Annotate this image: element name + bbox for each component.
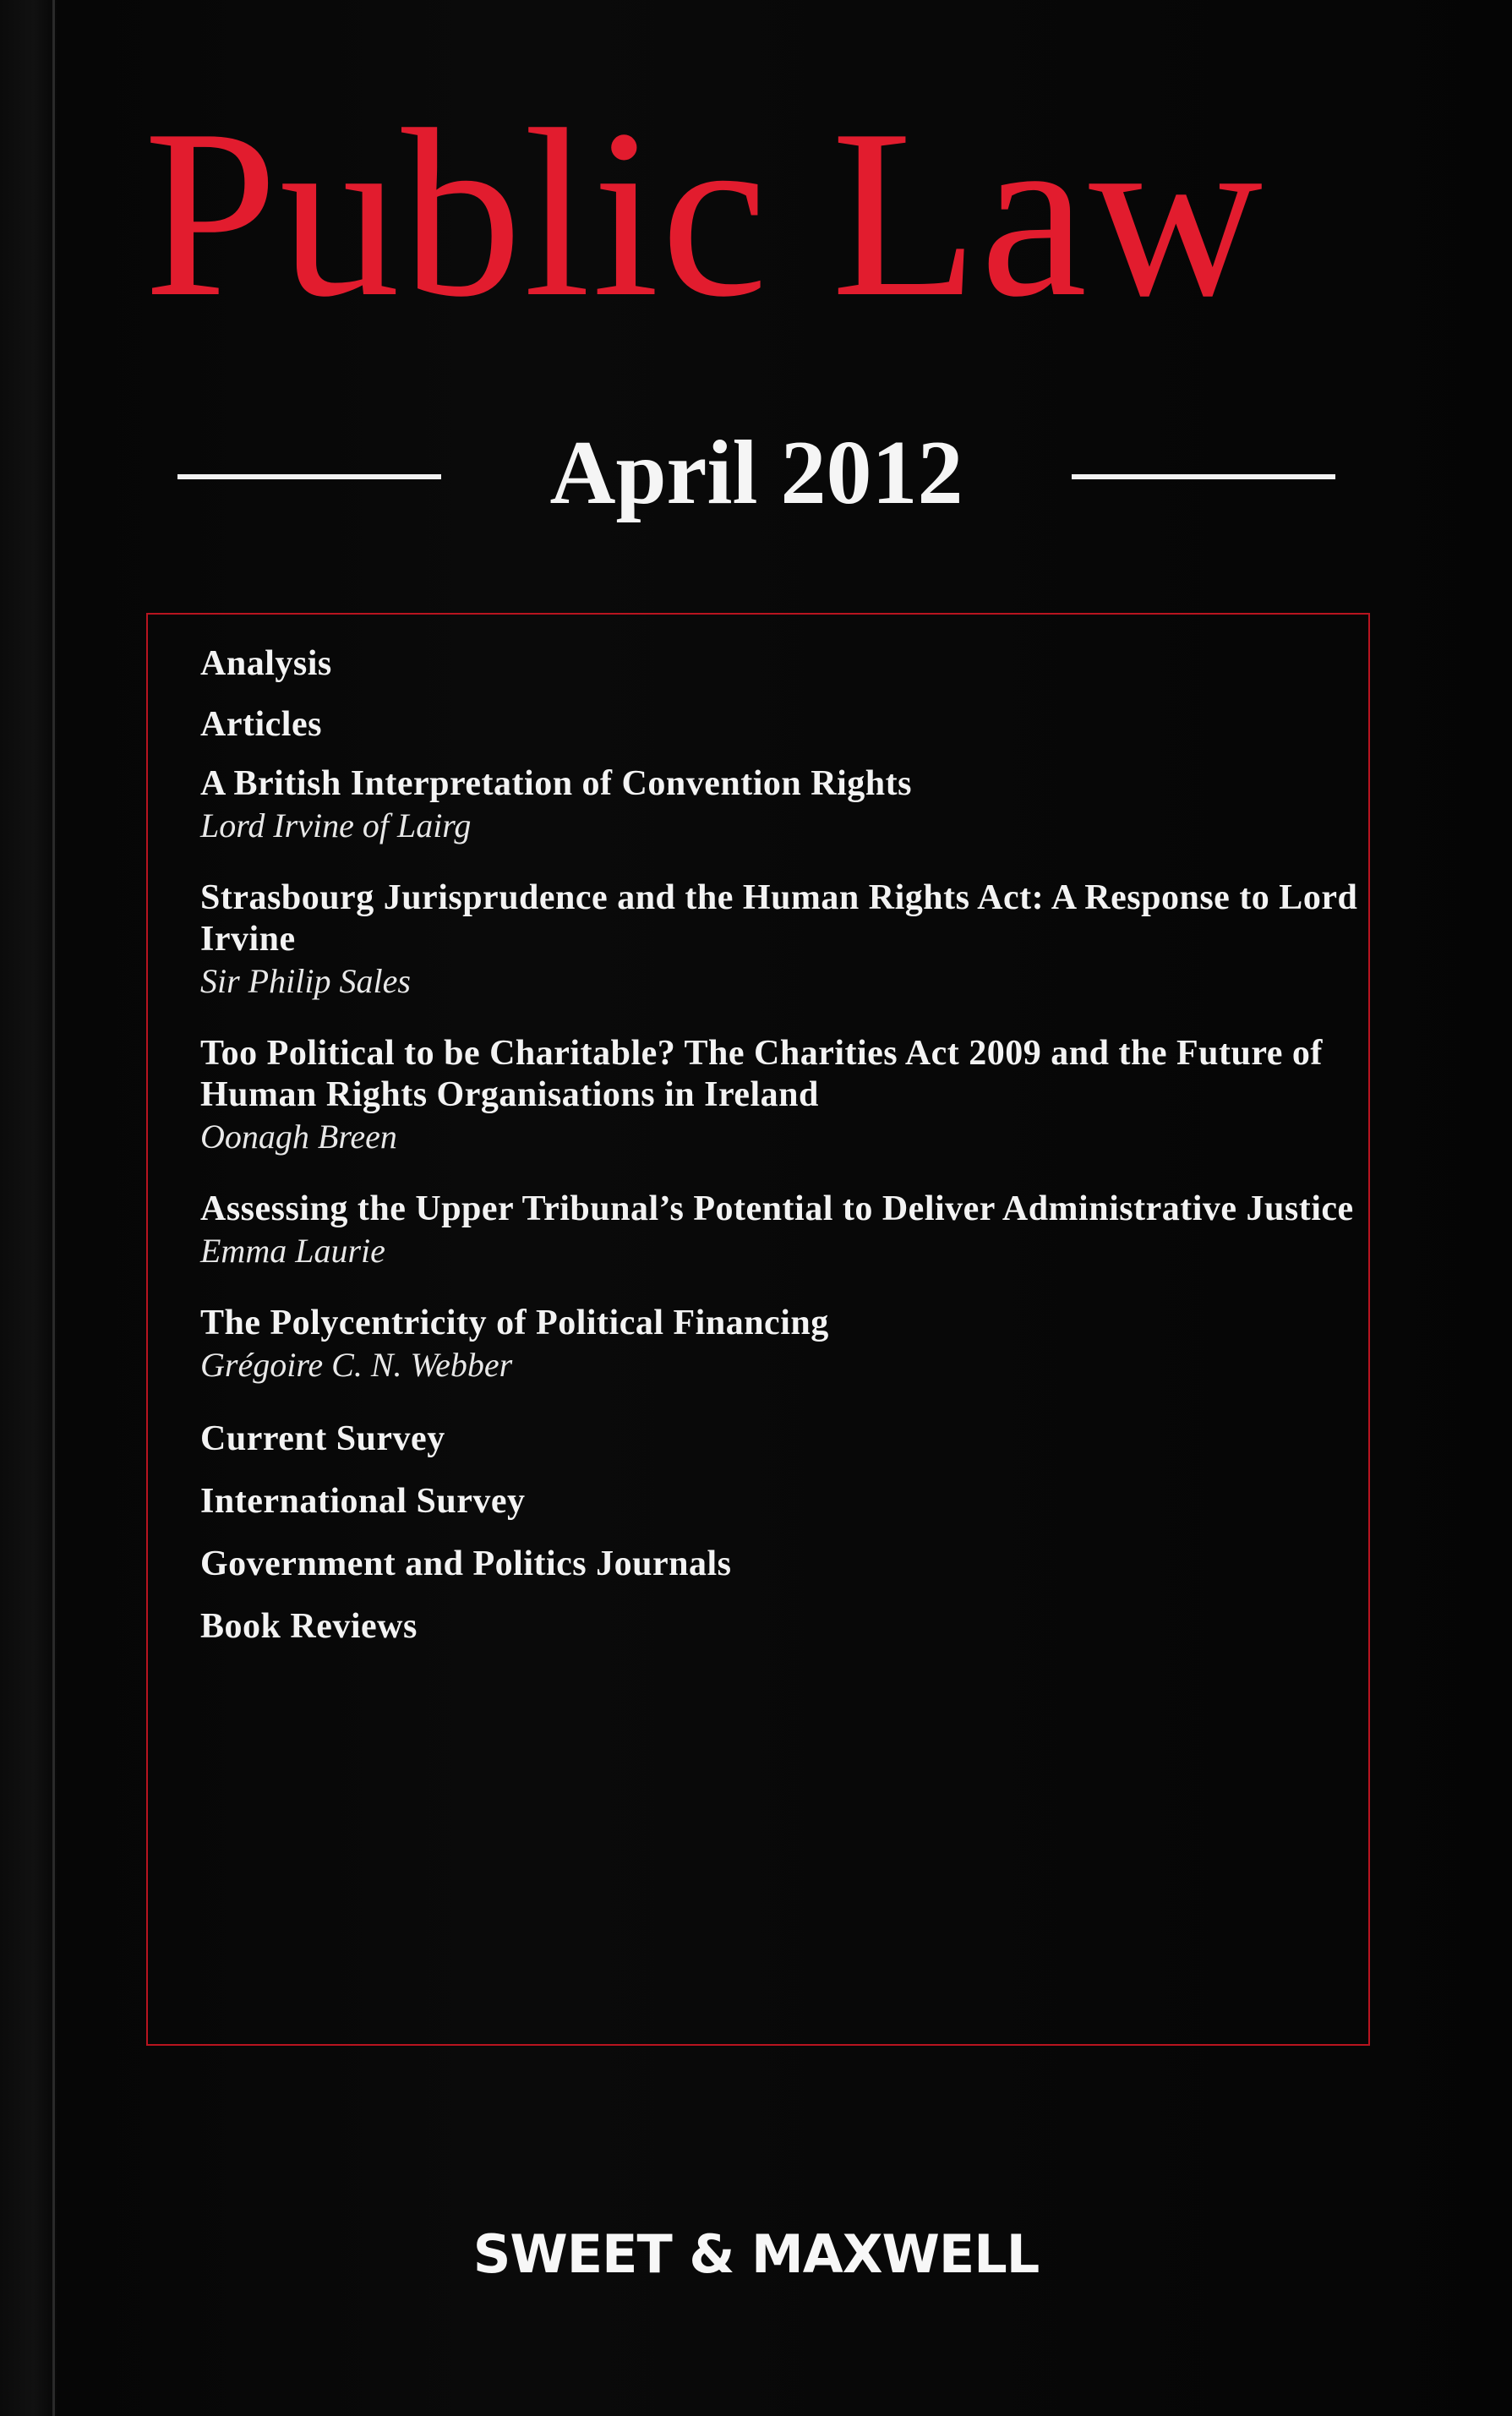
section-government-politics-journals: Government and Politics Journals [200, 1544, 732, 1583]
publisher-logo: SWEET & MAXWELL [472, 2223, 1040, 2285]
spine-edge [52, 0, 55, 2416]
table-of-contents [200, 642, 1358, 1667]
journal-title: Public Law [144, 79, 1265, 347]
article-author: Emma Laurie [200, 1232, 385, 1270]
section-international-survey: International Survey [200, 1482, 526, 1521]
right-rule [1072, 474, 1335, 479]
issue-date: April 2012 [549, 423, 963, 523]
section-current-survey: Current Survey [200, 1419, 445, 1458]
article-entry [200, 1033, 1358, 1158]
section-articles: Articles [200, 705, 322, 744]
article-entry [200, 877, 1358, 1003]
survey-sections [200, 1417, 1358, 1648]
left-rule [177, 474, 441, 479]
article-entry [200, 763, 1358, 847]
article-title: Too Political to be Charitable? The Charities Act 2009 and the Future of Human Rights Organisations in Ireland [200, 1034, 1323, 1114]
article-title: A British Interpretation of Convention Rights [200, 764, 912, 803]
article-author: Lord Irvine of Lairg [200, 806, 472, 845]
article-author: Sir Philip Sales [200, 962, 411, 1000]
article-entry [200, 1189, 1358, 1272]
article-entry [200, 1303, 1358, 1386]
section-analysis: Analysis [200, 644, 332, 683]
article-title: The Polycentricity of Political Financing [200, 1304, 829, 1342]
article-author: Oonagh Breen [200, 1118, 397, 1156]
article-author: Grégoire C. N. Webber [200, 1346, 513, 1384]
section-book-reviews: Book Reviews [200, 1607, 418, 1646]
contents-box [146, 613, 1370, 2046]
article-title: Strasbourg Jurisprudence and the Human Rights Act: A Response to Lord Irvine [200, 878, 1358, 959]
article-title: Assessing the Upper Tribunal’s Potential to Deliver Administrative Justice [200, 1189, 1354, 1228]
issue-date-row [177, 418, 1335, 528]
